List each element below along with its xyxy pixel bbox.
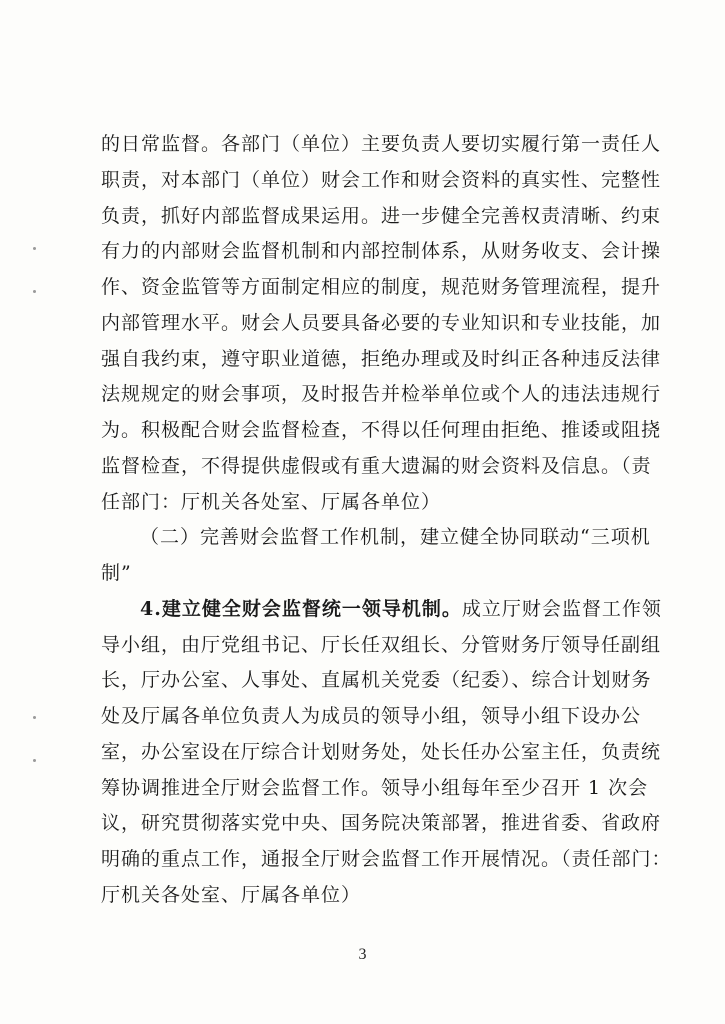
paragraph-line: 任部门：厅机关各处室、厅属各单位） (101, 491, 442, 513)
paragraph-line: 筹协调推进全厅财会监督工作。领导小组每年至少召开 1 次会 (101, 777, 649, 799)
page-number: 3 (358, 946, 367, 963)
paragraph-line: 负责，抓好内部监督成果运用。进一步健全完善权责清晰、约束 (101, 205, 662, 227)
paragraph-line: 有力的内部财会监督机制和内部控制体系，从财务收支、会计操 (101, 240, 662, 262)
paragraph-line: 为。积极配合财会监督检查，不得以任何理由拒绝、推诿或阻挠 (101, 419, 662, 441)
paragraph-line: 职责，对本部门（单位）财会工作和财会资料的真实性、完整性 (101, 169, 662, 191)
paragraph-line: 的日常监督。各部门（单位）主要负责人要切实履行第一责任人 (101, 133, 662, 155)
scan-speck (33, 247, 36, 250)
paragraph-line: 室，办公室设在厅综合计划财务处，处长任办公室主任，负责统 (101, 741, 662, 763)
scan-speck (33, 290, 36, 293)
section-heading: 制” (101, 562, 132, 584)
paragraph-line: 明确的重点工作，通报全厅财会监督工作开展情况。（责任部门： (101, 848, 672, 870)
paragraph-line: 导小组，由厅党组书记、厅长任双组长、分管财务厅领导任副组 (101, 634, 662, 656)
paragraph-line: 内部管理水平。财会人员要具备必要的专业知识和专业技能，加 (101, 312, 662, 334)
paragraph-line: 监督检查，不得提供虚假或有重大遗漏的财会资料及信息。（责 (101, 455, 652, 477)
paragraph-line: 强自我约束，遵守职业道德，拒绝办理或及时纠正各种违反法律 (101, 348, 662, 370)
paragraph-line: 处及厅属各单位负责人为成员的领导小组，领导小组下设办公 (101, 705, 642, 727)
paragraph-line: 长，厅办公室、人事处、直属机关党委（纪委）、综合计划财务 (101, 669, 652, 691)
item-heading: 4.建立健全财会监督统一领导机制。 (140, 598, 462, 620)
paragraph-line: 作、资金监管等方面制定相应的制度，规范财务管理流程，提升 (101, 276, 662, 298)
paragraph-line (140, 594, 662, 624)
item-heading-rest: 成立厅财会监督工作领 (461, 598, 662, 620)
scan-speck (33, 759, 36, 762)
section-heading: （二）完善财会监督工作机制，建立健全协同联动“三项机 (140, 526, 651, 548)
paragraph-line: 厅机关各处室、厅属各单位） (101, 884, 362, 906)
scan-speck (33, 716, 36, 719)
paragraph-line: 议，研究贯彻落实党中央、国务院决策部署，推进省委、省政府 (101, 812, 662, 834)
paragraph-line: 法规规定的财会事项，及时报告并检举单位或个人的违法违规行 (101, 383, 662, 405)
